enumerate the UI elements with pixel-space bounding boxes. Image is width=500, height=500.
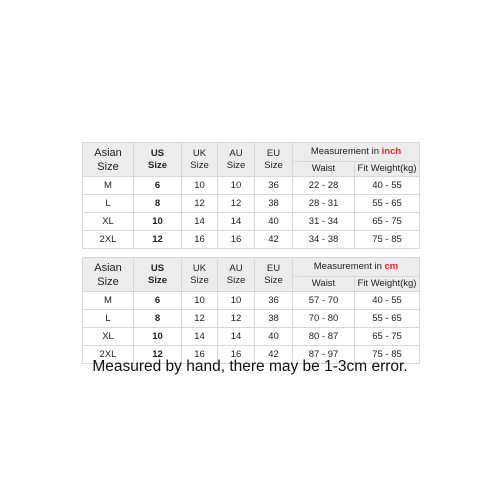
header-fit-weight: Fit Weight(kg): [355, 162, 420, 177]
cell-us: 8: [134, 195, 182, 213]
cell-asian: XL: [83, 213, 134, 231]
cell-uk: 10: [182, 177, 218, 195]
cell-eu: 40: [255, 213, 293, 231]
header-au-size: AU Size: [218, 143, 255, 177]
cell-au: 10: [218, 292, 255, 310]
header-measurement: Measurement in inch: [293, 143, 420, 162]
cell-asian: L: [83, 195, 134, 213]
cell-uk: 12: [182, 310, 218, 328]
cell-fit-weight: 65 - 75: [355, 213, 420, 231]
cell-uk: 10: [182, 292, 218, 310]
header-uk-size: UK Size: [182, 258, 218, 292]
cell-fit-weight: 65 - 75: [355, 328, 420, 346]
cell-asian: M: [83, 292, 134, 310]
header-waist: Waist: [293, 277, 355, 292]
cell-fit-weight: 75 - 85: [355, 231, 420, 249]
size-chart-inch: [82, 142, 420, 249]
header-us-size: US Size: [134, 258, 182, 292]
header-row: [83, 143, 420, 162]
cell-us: 8: [134, 310, 182, 328]
header-eu-size: EU Size: [255, 143, 293, 177]
cell-uk: 12: [182, 195, 218, 213]
cell-us: 6: [134, 292, 182, 310]
cell-waist: 57 - 70: [293, 292, 355, 310]
cell-waist: 70 - 80: [293, 310, 355, 328]
header-asian-size: Asian Size: [83, 143, 134, 177]
cell-au: 14: [218, 213, 255, 231]
cell-au: 16: [218, 346, 255, 364]
cell-asian: 2XL: [83, 231, 134, 249]
header-au-size: AU Size: [218, 258, 255, 292]
header-us-size: US Size: [134, 143, 182, 177]
header-eu-size: EU Size: [255, 258, 293, 292]
cell-waist: 28 - 31: [293, 195, 355, 213]
table-row: [83, 213, 420, 231]
table-row: [83, 292, 420, 310]
cell-eu: 38: [255, 310, 293, 328]
cell-waist: 80 - 87: [293, 328, 355, 346]
cell-uk: 16: [182, 346, 218, 364]
cell-waist: 22 - 28: [293, 177, 355, 195]
cell-au: 12: [218, 310, 255, 328]
cell-uk: 14: [182, 213, 218, 231]
cell-waist: 87 - 97: [293, 346, 355, 364]
cell-fit-weight: 55 - 65: [355, 195, 420, 213]
size-chart-inch-body: [83, 143, 420, 249]
cell-us: 10: [134, 213, 182, 231]
cell-eu: 36: [255, 177, 293, 195]
cell-eu: 42: [255, 346, 293, 364]
cell-au: 10: [218, 177, 255, 195]
cell-eu: 42: [255, 231, 293, 249]
header-measurement: Measurement in cm: [293, 258, 420, 277]
cell-fit-weight: 40 - 55: [355, 177, 420, 195]
cell-asian: L: [83, 310, 134, 328]
measurement-note: Measured by hand, there may be 1-3cm error.: [92, 358, 408, 375]
header-waist: Waist: [293, 162, 355, 177]
table-row: [83, 328, 420, 346]
cell-au: 12: [218, 195, 255, 213]
cell-fit-weight: 40 - 55: [355, 292, 420, 310]
header-asian-size: Asian Size: [83, 258, 134, 292]
cell-eu: 36: [255, 292, 293, 310]
cell-fit-weight: 55 - 65: [355, 310, 420, 328]
cell-asian: 2XL: [83, 346, 134, 364]
size-chart-cm: [82, 257, 420, 364]
cell-waist: 31 - 34: [293, 213, 355, 231]
cell-us: 12: [134, 346, 182, 364]
cell-eu: 38: [255, 195, 293, 213]
cell-uk: 16: [182, 231, 218, 249]
cell-us: 12: [134, 231, 182, 249]
unit-label: inch: [381, 146, 402, 157]
cell-us: 10: [134, 328, 182, 346]
cell-eu: 40: [255, 328, 293, 346]
table-row: [83, 310, 420, 328]
header-uk-size: UK Size: [182, 143, 218, 177]
cell-au: 14: [218, 328, 255, 346]
cell-waist: 34 - 38: [293, 231, 355, 249]
table-row: [83, 231, 420, 249]
cell-uk: 14: [182, 328, 218, 346]
table-row: [83, 195, 420, 213]
cell-asian: M: [83, 177, 134, 195]
header-row: [83, 258, 420, 277]
cell-us: 6: [134, 177, 182, 195]
cell-fit-weight: 75 - 85: [355, 346, 420, 364]
size-chart-cm-body: [83, 258, 420, 364]
cell-au: 16: [218, 231, 255, 249]
cell-asian: XL: [83, 328, 134, 346]
header-fit-weight: Fit Weight(kg): [355, 277, 420, 292]
table-row: [83, 177, 420, 195]
unit-label: cm: [384, 261, 399, 272]
